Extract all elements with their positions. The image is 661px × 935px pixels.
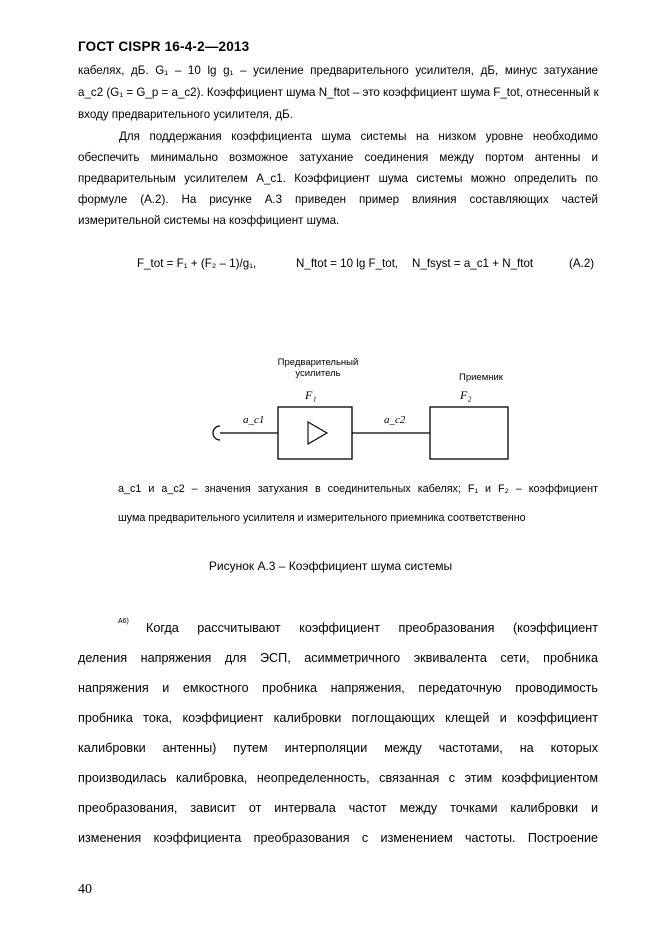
caption-line-2: шума предварительного усилителя и измерительного приемника соответственно	[118, 512, 526, 524]
preamp-box	[278, 407, 352, 459]
page-number: 40	[78, 882, 92, 897]
text-line-3: входу предварительного усилителя, дБ.	[78, 108, 293, 121]
document-header: ГОСТ CISPR 16-4-2—2013	[78, 39, 250, 54]
text-line-2: a_c2 (G₁ = G_p = a_c2). Коэффициент шума N_ftot – это коэффициент шума F_tot, отнесенный к	[78, 86, 599, 99]
ac1-label: a_c1	[243, 414, 265, 426]
caption-line-1: a_c1 и a_c2 – значения затухания в соединительных кабелях; F₁ и F₂ – коэффициент	[118, 483, 598, 495]
body-line-2: деления напряжения для ЭСП, асимметричного эквивалента сети, пробника	[78, 651, 598, 665]
body-line-5: калибровки антенны) путем интерполяции между частотами, на которых	[78, 741, 598, 755]
body-line-7: преобразования, зависит от интервала частот между точками калибровки и	[78, 801, 598, 815]
text-line-1: кабелях, дБ. G₁ – 10 lg g₁ – усиление предварительного усилителя, дБ, минус затухание	[78, 64, 598, 77]
body-line-8: изменения коэффициента преобразования с изменением частоты. Построение	[78, 831, 598, 845]
formula-nftot: N_ftot = 10 lg F_tot,	[296, 257, 399, 270]
formula-number: (A.2)	[569, 257, 595, 270]
body-line-3: напряжения и емкостного пробника напряжения, передаточную проводимость	[78, 681, 598, 695]
footnote-marker: A6)	[118, 618, 129, 625]
preamp-label-line1: Предварительный	[277, 357, 359, 368]
preamp-label-line2: усилитель	[295, 368, 341, 379]
body-line-1: Когда рассчитывают коэффициент преобразования (коэффициент	[146, 621, 598, 635]
receiver-label: Приемник	[459, 372, 503, 383]
formula-nfsyst: N_fsyst = a_c1 + N_ftot	[412, 257, 534, 270]
text-line-7: формуле (A.2). На рисунке А.3 приведен пример влияния составляющих частей	[78, 193, 598, 206]
block-diagram	[200, 395, 530, 465]
text-line-8: измерительной системы на коэффициент шума.	[78, 214, 340, 227]
text-line-4: Для поддержания коэффициента шума системы на низком уровне необходимо	[119, 130, 598, 143]
f2-label: F₂	[460, 388, 472, 402]
ac2-label: a_c2	[384, 414, 406, 426]
body-line-4: пробника тока, коэффициент калибровки поглощающих клещей и коэффициент	[78, 711, 598, 725]
text-line-5: обеспечить минимально возможное затухание соединения между портом антенны и	[78, 151, 598, 164]
amplifier-triangle-icon	[308, 422, 327, 444]
formula-ftot: F_tot = F₁ + (F₂ – 1)/g₁,	[137, 257, 257, 270]
figure-title: Рисунок А.3 – Коэффициент шума системы	[208, 559, 453, 573]
receiver-box	[430, 407, 508, 459]
f1-label: F₁	[305, 388, 317, 402]
text-line-6: предварительным усилителем A_c1. Коэффициент шума системы можно определить по	[78, 172, 598, 185]
body-line-6: производилась калибровка, неопределенность, связанная с этим коэффициентом	[78, 771, 598, 785]
antenna-port-icon	[213, 426, 220, 440]
